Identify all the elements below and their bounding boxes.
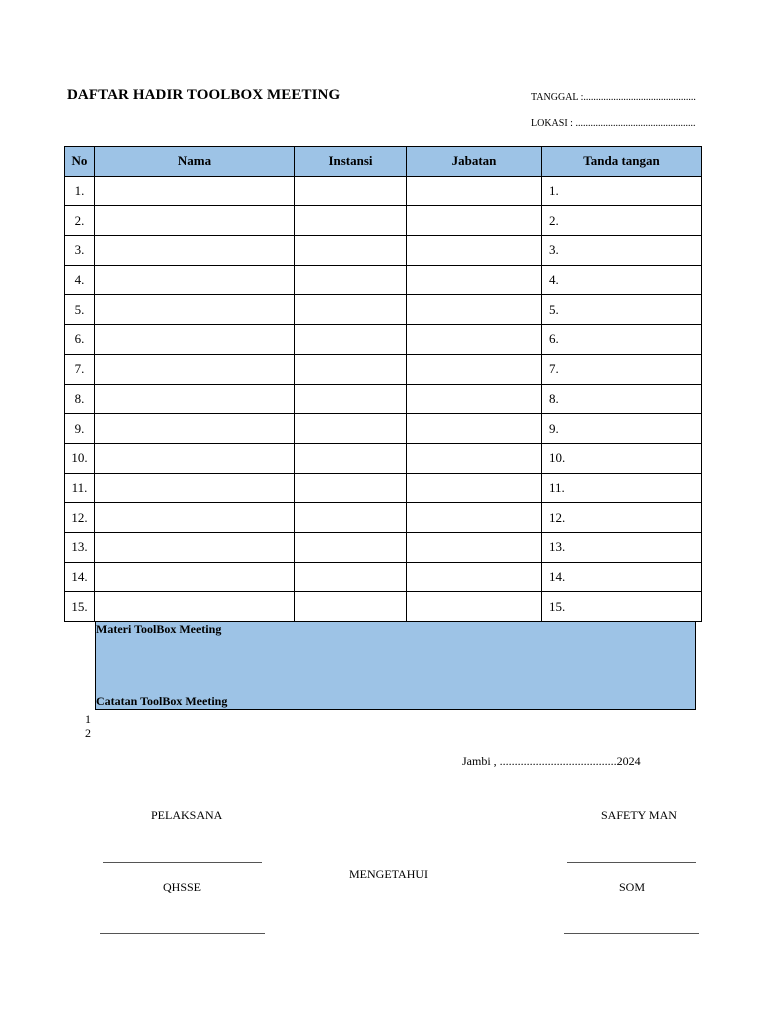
tanda-tangan-cell: 2. (542, 206, 702, 236)
table-header-row (65, 147, 702, 177)
instansi-cell (295, 265, 407, 295)
table-row (65, 532, 702, 562)
nama-cell (95, 206, 295, 236)
table-row (65, 443, 702, 473)
jabatan-cell (407, 176, 542, 206)
safety-man-signature-line (567, 862, 696, 863)
nama-cell (95, 325, 295, 355)
tanda-tangan-cell: 11. (542, 473, 702, 503)
column-header-nama: Nama (95, 147, 295, 177)
jabatan-cell (407, 295, 542, 325)
nama-cell (95, 384, 295, 414)
tanda-tangan-cell: 5. (542, 295, 702, 325)
table-row (65, 592, 702, 622)
table-row (65, 473, 702, 503)
instansi-cell (295, 532, 407, 562)
tanda-tangan-cell: 1. (542, 176, 702, 206)
mengetahui-label: MENGETAHUI (349, 867, 429, 881)
jabatan-cell (407, 325, 542, 355)
nama-cell (95, 414, 295, 444)
tanda-tangan-cell: 8. (542, 384, 702, 414)
nama-cell (95, 562, 295, 592)
instansi-cell (295, 562, 407, 592)
row-number: 12. (65, 503, 95, 533)
row-number: 15. (65, 592, 95, 622)
table-row (65, 295, 702, 325)
tanda-tangan-cell: 9. (542, 414, 702, 444)
instansi-cell (295, 354, 407, 384)
toolbox-notes-box (95, 622, 696, 710)
row-number: 13. (65, 532, 95, 562)
tanggal-field: TANGGAL :............................................. (531, 92, 696, 103)
lokasi-field: LOKASI : ................................................ (531, 118, 696, 129)
tanda-tangan-cell: 14. (542, 562, 702, 592)
instansi-cell (295, 384, 407, 414)
instansi-cell (295, 473, 407, 503)
table-row (65, 414, 702, 444)
nama-cell (95, 265, 295, 295)
qhsse-label: QHSSE (163, 880, 202, 894)
tanda-tangan-cell: 6. (542, 325, 702, 355)
row-number: 1. (65, 176, 95, 206)
instansi-cell (295, 592, 407, 622)
jabatan-cell (407, 414, 542, 444)
instansi-cell (295, 295, 407, 325)
jabatan-cell (407, 354, 542, 384)
jabatan-cell (407, 532, 542, 562)
nama-cell (95, 473, 295, 503)
nama-cell (95, 176, 295, 206)
tanda-tangan-cell: 10. (542, 443, 702, 473)
instansi-cell (295, 325, 407, 355)
table-row (65, 503, 702, 533)
jabatan-cell (407, 384, 542, 414)
row-number: 10. (65, 443, 95, 473)
tanda-tangan-cell: 3. (542, 236, 702, 266)
column-header-no: No (65, 147, 95, 177)
row-number: 11. (65, 473, 95, 503)
nama-cell (95, 443, 295, 473)
jabatan-cell (407, 592, 542, 622)
tanda-tangan-cell: 12. (542, 503, 702, 533)
nama-cell (95, 354, 295, 384)
jabatan-cell (407, 562, 542, 592)
row-number: 4. (65, 265, 95, 295)
nama-cell (95, 503, 295, 533)
document-title: DAFTAR HADIR TOOLBOX MEETING (67, 87, 341, 103)
pelaksana-signature-line (103, 862, 262, 863)
row-number: 14. (65, 562, 95, 592)
column-header-jabatan: Jabatan (407, 147, 542, 177)
nama-cell (95, 295, 295, 325)
column-header-tanda-tangan: Tanda tangan (542, 147, 702, 177)
jabatan-cell (407, 443, 542, 473)
table-row (65, 265, 702, 295)
tanda-tangan-cell: 4. (542, 265, 702, 295)
som-signature-line (564, 933, 699, 934)
jabatan-cell (407, 473, 542, 503)
som-label: SOM (619, 880, 646, 894)
table-row (65, 236, 702, 266)
instansi-cell (295, 206, 407, 236)
qhsse-signature-line (100, 933, 265, 934)
materi-label: Materi ToolBox Meeting (96, 622, 222, 636)
nama-cell (95, 236, 295, 266)
jabatan-cell (407, 265, 542, 295)
safety-man-label: SAFETY MAN (601, 808, 677, 822)
table-row (65, 176, 702, 206)
row-number: 9. (65, 414, 95, 444)
instansi-cell (295, 176, 407, 206)
note-number-2: 2 (85, 726, 91, 740)
row-number: 7. (65, 354, 95, 384)
note-number-1: 1 (85, 712, 91, 726)
jabatan-cell (407, 236, 542, 266)
tanda-tangan-cell: 7. (542, 354, 702, 384)
instansi-cell (295, 236, 407, 266)
row-number: 8. (65, 384, 95, 414)
table-row (65, 354, 702, 384)
place-date-line: Jambi , .......................................2024 (462, 754, 641, 768)
instansi-cell (295, 443, 407, 473)
table-row (65, 206, 702, 236)
tanda-tangan-cell: 13. (542, 532, 702, 562)
row-number: 2. (65, 206, 95, 236)
nama-cell (95, 532, 295, 562)
table-row (65, 562, 702, 592)
jabatan-cell (407, 503, 542, 533)
catatan-label: Catatan ToolBox Meeting (96, 694, 228, 708)
instansi-cell (295, 414, 407, 444)
table-row (65, 384, 702, 414)
row-number: 5. (65, 295, 95, 325)
jabatan-cell (407, 206, 542, 236)
table-row (65, 325, 702, 355)
nama-cell (95, 592, 295, 622)
instansi-cell (295, 503, 407, 533)
row-number: 6. (65, 325, 95, 355)
attendance-table (64, 146, 702, 622)
column-header-instansi: Instansi (295, 147, 407, 177)
tanda-tangan-cell: 15. (542, 592, 702, 622)
row-number: 3. (65, 236, 95, 266)
pelaksana-label: PELAKSANA (151, 808, 223, 822)
